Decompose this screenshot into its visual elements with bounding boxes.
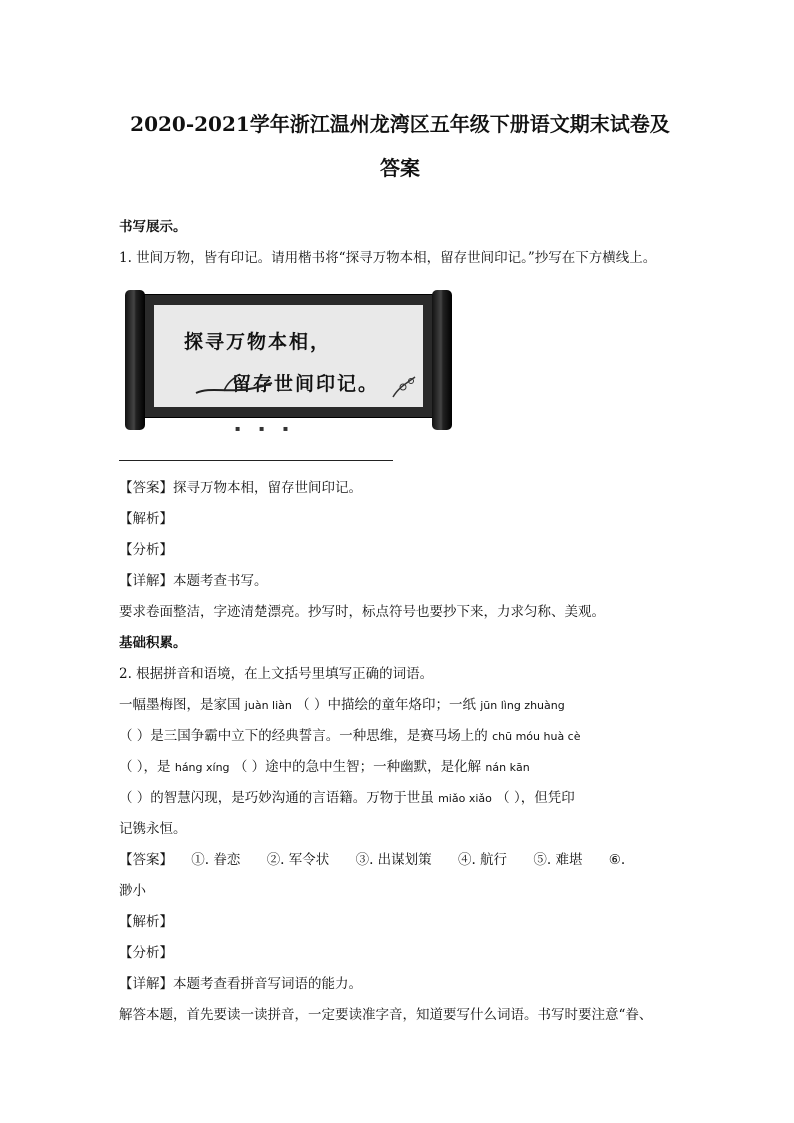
- q2-line-2: [119, 726, 689, 747]
- scroll-left-rod: [125, 290, 145, 430]
- scroll-right-rod: [432, 290, 452, 430]
- q2-line-1-text-b: （ ）中描绘的童年烙印；一纸: [296, 697, 476, 713]
- q2-line-3-text-b: （ ）途中的急中生智；一种幽默，是化解: [233, 759, 482, 775]
- q1-fenxi-label: 【分析】: [119, 542, 173, 558]
- q1-detail: 【详解】本题考查书写。: [119, 573, 268, 589]
- q2-answer-1: ①. 眷恋: [191, 852, 241, 868]
- title-line-2: 答案: [380, 156, 420, 180]
- q1-answer: 【答案】探寻万物本相，留存世间印记。: [119, 480, 362, 496]
- q2-answer-continued: 渺小: [119, 883, 146, 899]
- q2-answer-4: ④. 航行: [457, 852, 508, 868]
- pinyin-juanlian: juàn liàn: [244, 699, 292, 712]
- question-2: 2. 根据拼音和语境，在上文括号里填写正确的词语。: [119, 666, 434, 682]
- q2-answer-5: ⑤. 难堪: [533, 852, 583, 868]
- q2-line-1: [119, 695, 689, 716]
- q2-answer-3: ③. 出谋划策: [355, 852, 432, 868]
- pinyin-nankan: nán kān: [485, 761, 530, 774]
- branch-decoration-icon: [194, 371, 274, 401]
- section-heading-writing: 书写展示。: [119, 219, 187, 235]
- q2-explanation: 解答本题，首先要读一读拼音，一定要读准字音，知道要写什么词语。书写时要注意“眷、: [119, 1007, 653, 1023]
- pinyin-hangxing: háng xíng: [174, 761, 230, 774]
- question-1: 1. 世间万物，皆有印记。请用楷书将“探寻万物本相，留存世间印记。”抄写在下方横线上。: [119, 250, 657, 266]
- calligraphy-scroll-image: [125, 290, 452, 432]
- q2-answer-label: 【答案】: [119, 852, 173, 868]
- answer-writing-line: [119, 460, 393, 461]
- q2-line-4-text-a: （ ）的智慧闪现，是巧妙沟通的言语籍。万物于世虽: [119, 790, 434, 806]
- q2-analysis-label: 【解析】: [119, 914, 173, 930]
- q2-line-1-text-a: 一幅墨梅图，是家国: [119, 697, 241, 713]
- q1-analysis-label: 【解析】: [119, 511, 173, 527]
- page-title: [100, 102, 700, 190]
- q2-line-2-text: （ ）是三国争霸中立下的经典誓言。一种思维，是赛马场上的: [119, 728, 488, 744]
- q2-answer-2: ②. 军令状: [266, 852, 330, 868]
- q2-answer: [119, 850, 689, 870]
- q2-line-4-text-b: （ ），但凭印: [496, 790, 575, 806]
- q1-requirement: 要求卷面整洁，字迹清楚漂亮。抄写时，标点符号也要抄下来，力求匀称、美观。: [119, 604, 605, 620]
- q2-line-5: 记镌永恒。: [119, 821, 187, 837]
- title-line-1: 2020-2021学年浙江温州龙湾区五年级下册语文期末试卷及: [130, 112, 670, 136]
- q2-line-3-text-a: （ ），是: [119, 759, 171, 775]
- pinyin-junlingzhuang: jūn lìng zhuàng: [480, 699, 565, 712]
- scroll-bottom-marks: ▪ ▪ ▪: [235, 424, 297, 433]
- q2-line-3: [119, 757, 689, 778]
- pinyin-chumouhuace: chū móu huà cè: [492, 730, 581, 743]
- q2-answer-6: ⑥.: [608, 852, 626, 868]
- scroll-text-line-1: 探寻万物本相，: [184, 331, 332, 353]
- section-heading-basics: 基础积累。: [119, 635, 187, 651]
- q2-line-4: [119, 788, 689, 809]
- q2-fenxi-label: 【分析】: [119, 945, 173, 961]
- scroll-frame: [139, 294, 438, 418]
- scroll-paper: [154, 305, 423, 407]
- scroll-text-line-2: 留存世间印记。: [232, 373, 380, 395]
- plum-blossom-icon: [389, 373, 419, 401]
- q2-detail: 【详解】本题考查看拼音写词语的能力。: [119, 976, 362, 992]
- pinyin-miaoxiao: miǎo xiǎo: [438, 792, 492, 805]
